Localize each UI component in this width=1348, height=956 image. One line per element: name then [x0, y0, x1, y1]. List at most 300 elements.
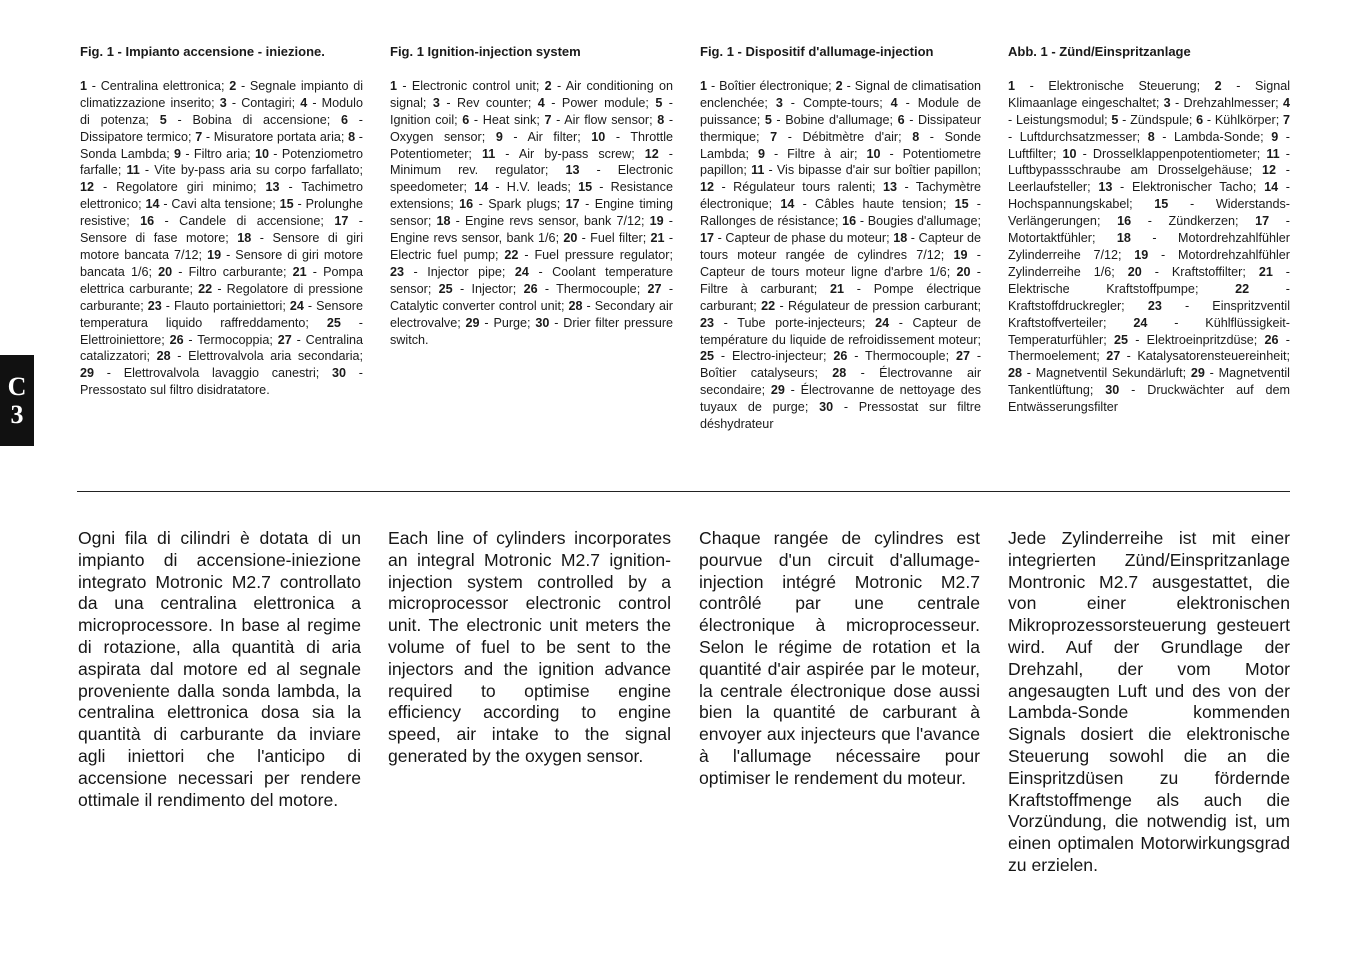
legend-item-text: Sensore di giri motore bancata 1/6: [80, 247, 364, 279]
legend-item-number: 5: [655, 95, 663, 110]
legend-item: 27 - Centralina catalizzatori: [80, 332, 364, 364]
legend-item-number: 4: [1282, 95, 1290, 110]
legend-item-text: Elektrische Kraftstoffpumpe: [1008, 281, 1195, 296]
legend-item-number: 27: [955, 349, 970, 364]
legend-item-text: Dissipateur thermique: [700, 112, 982, 144]
legend-item-number: 10: [1062, 146, 1077, 161]
legend-item: 9 - Air filter: [495, 129, 578, 144]
legend-item-text: Vite by-pass aria su corpo farfallato: [154, 163, 360, 178]
legend-item-text: Einspritzventil Kraftstoffverteiler: [1008, 298, 1290, 330]
legend-item-number: 29: [80, 366, 95, 381]
legend-item-text: Kühlflüssigkeit-Temperaturfühler: [1008, 315, 1290, 347]
legend-item-number: 21: [829, 281, 844, 296]
legend-item-number: 22: [504, 247, 519, 262]
legend-item-number: 23: [1147, 298, 1162, 313]
legend-item: 14 - Cavi alta tensione: [145, 197, 273, 212]
legend-item-text: Widerstands-Verlängerungen: [1008, 197, 1290, 229]
legend-item: 26 - Thermoelement: [1008, 332, 1290, 364]
legend-item: 11 - Vite by-pass aria su corpo farfallato: [126, 163, 360, 178]
legend-item: 12 - Regolatore giri minimo: [80, 180, 254, 195]
legend-item: 1 - Electronic control unit: [390, 78, 536, 93]
legend-item-text: Boîtier catalyseurs: [700, 366, 815, 381]
legend-item-number: 13: [883, 180, 898, 195]
legend-item-text: Elektroeinpritzdüse: [1146, 332, 1254, 347]
legend-item-number: 25: [700, 349, 715, 364]
legend-item: 23 - Injector pipe: [390, 264, 502, 279]
legend-item-text: Motordrehzahlfühler Zylinderreihe 7/12: [1008, 231, 1290, 262]
legend-item: 18 - Capteur de tours moteur rangée de cylindres 7/12: [700, 231, 982, 262]
legend-item-number: 20: [158, 264, 173, 279]
legend-item-text: Sensore di fase motore: [80, 231, 226, 246]
legend-item-text: Regolatore giri minimo: [116, 180, 254, 195]
legend-item: 7 - Débitmètre d'air: [770, 129, 899, 144]
legend-body: 1 - Electronic control unit; 2 - Air conditioning on signal; 3 - Rev counter; 4 - Power module; 5 - Ignition coil; 6 - Heat sink; 7 - Air flow sensor; 8 - Oxygen sensor; 9 - Air filter; 10 - Throttle Potentiometer; 11 - Air by-pass screw; 12 - Minimum rev. regulator; 13 - Electronic speedometer; 14 - H.V. leads; 15 - Resistance extensions; 16 - Spark plugs; 17 - Engine timing sensor; 18 - Engine revs sensor, bank 7/12; 19 - Engine revs sensor, bank 1/6; 20 - Fuel filter; 21 - Electric fuel pump; 22 - Fuel pressure regulator; 23 - Injector pipe; 24 - Coolant temperature sensor; 25 - Injector; 26 - Thermocouple; 27 - Catalytic converter control unit; 28 - Secondary air electrovalve; 29 - Purge; 30 - Drier filter pressure switch.: [390, 78, 674, 347]
legend-item-text: Elektronischer Tacho: [1131, 180, 1253, 195]
legend-item-text: Filtro carburante: [188, 264, 283, 279]
legend-item-number: 23: [147, 298, 162, 313]
legend-item: 9 - Luftfilter: [1008, 129, 1290, 161]
legend-item-number: 7: [544, 112, 552, 127]
legend-item: 16 - Candele di accensione: [140, 214, 321, 229]
legend-item-text: Secondary air electrovalve: [390, 298, 673, 330]
legend-item: 15 - Rallonges de résistance: [700, 197, 982, 229]
legend-item-number: 26: [523, 281, 538, 296]
legend-item-number: 12: [80, 180, 95, 195]
legend-item-number: 18: [1116, 231, 1131, 246]
legend-item-number: 21: [1258, 264, 1273, 279]
legend-item: 21 - Electric fuel pump: [390, 231, 674, 262]
legend-item-number: 6: [1196, 112, 1204, 127]
legend-item-number: 19: [953, 247, 968, 262]
legend-item-number: 6: [341, 112, 349, 127]
legend-item: 12 - Leerlaufsteller: [1008, 163, 1290, 195]
legend-item-text: Segnale impianto di climatizzazione inserito: [80, 78, 364, 110]
legend-item-number: 7: [1283, 112, 1291, 127]
legend-item-text: Capteur de phase du moteur: [725, 231, 887, 246]
legend-item: 17 - Capteur de phase du moteur: [700, 231, 887, 246]
legend-item-number: 19: [649, 214, 664, 229]
legend-item: 27 - Katalysatorensteuereinheit: [1106, 349, 1287, 364]
legend-item: 30 - Drier filter pressure switch.: [390, 315, 674, 347]
legend-item: 8 - Sonde Lambda: [700, 129, 981, 161]
legend-title: Fig. 1 - Impianto accensione - iniezione.: [80, 44, 325, 59]
legend-item-text: Kraftstoffdruckregler: [1008, 298, 1122, 313]
legend-item-number: 7: [195, 129, 203, 144]
legend-item-text: Pompe électrique carburant: [700, 281, 981, 313]
legend-title: Fig. 1 Ignition-injection system: [390, 44, 581, 59]
legend-item-number: 1: [700, 78, 708, 93]
paragraph-french: Chaque rangée de cylindres est pourvue d'un circuit d'allumage-injection intégré Motronic M2.7 contrôlé par une centrale électronique à microprocesseur. Selon le régime de rotation et la quantité d'air aspirée par le moteur, la centrale électronique dose aussi bien la quantité de carburant à envoyer aux injecteurs que l'avance à l'allumage nécessaire pour optimiser le rendement du moteur.: [699, 528, 980, 788]
legend-item-text: Kraftstoffilter: [1171, 264, 1243, 279]
legend-item-text: Regolatore di pressione carburante: [80, 281, 364, 313]
legend-item-number: 2: [544, 78, 552, 93]
legend-item: 22 - Regolatore di pressione carburante: [80, 281, 364, 313]
legend-item-number: 26: [1264, 332, 1279, 347]
legend-item-text: Purge: [493, 315, 528, 330]
legend-item: 3 - Compte-tours: [775, 95, 880, 110]
legend-item-text: Candele di accensione: [179, 214, 321, 229]
legend-item-text: Spark plugs: [488, 197, 557, 212]
legend-item-text: Électrovanne de nettoyage des tuyaux de purge: [700, 383, 982, 415]
legend-item-text: Potenziometro farfalle: [80, 146, 364, 178]
legend-item-number: 19: [1134, 247, 1149, 262]
legend-item: 8 - Lambda-Sonde: [1147, 129, 1261, 144]
legend-item-number: 29: [770, 383, 785, 398]
legend-item: 3 - Contagiri: [219, 95, 292, 110]
legend-item-text: Filtre à air: [787, 146, 855, 161]
legend-item: 2 - Air conditioning on signal: [390, 78, 674, 110]
legend-item-number: 2: [229, 78, 237, 93]
legend-title: Abb. 1 - Zünd/Einspritzanlage: [1008, 44, 1191, 59]
legend-item-text: Leistungsmodul: [1015, 112, 1105, 127]
legend-item: 21 - Elektrische Kraftstoffpumpe: [1008, 264, 1290, 296]
legend-item: 30 - Pressostat sur filtre déshydrateur: [700, 400, 982, 432]
legend-item: 13 - Elektronischer Tacho: [1098, 180, 1253, 195]
legend-item-text: Resistance extensions: [390, 180, 673, 212]
legend-item: 29 - Magnetventil Tankentlüftung: [1008, 366, 1290, 398]
legend-item: 14 - H.V. leads: [474, 180, 568, 195]
legend-item-number: 11: [1266, 146, 1280, 161]
legend-item: 16 - Spark plugs: [459, 197, 557, 212]
legend-item-text: Air conditioning on signal: [390, 78, 674, 110]
legend-item-number: 16: [842, 214, 857, 229]
legend-item-text: Lambda-Sonde: [1174, 129, 1261, 144]
legend-item-number: 6: [897, 112, 905, 127]
legend-item-number: 22: [761, 298, 776, 313]
legend-item: 1 - Boîtier électronique: [700, 78, 829, 93]
legend-item: 27 - Boîtier catalyseurs: [700, 349, 982, 381]
legend-item-number: 14: [780, 197, 795, 212]
legend-item-number: 27: [277, 332, 292, 347]
legend-item-text: Bobine d'allumage: [785, 112, 890, 127]
legend-item: 9 - Filtro aria: [174, 146, 248, 161]
legend-item-text: Injector pipe: [427, 264, 502, 279]
legend-item: 13 - Electronic speedometer: [390, 163, 673, 195]
legend-item: 25 - Injector: [438, 281, 513, 296]
legend-french: [700, 44, 981, 433]
legend-item-number: 27: [647, 281, 662, 296]
legend-item-number: 9: [1271, 129, 1279, 144]
legend-item-number: 24: [289, 298, 304, 313]
legend-item-text: Leerlaufsteller: [1008, 180, 1088, 195]
legend-item-text: Drier filter pressure switch.: [390, 315, 674, 347]
legend-item: 28 - Magnetventil Sekundärluft: [1008, 366, 1183, 381]
legend-item-number: 23: [390, 264, 405, 279]
legend-item-text: Fuel filter: [590, 231, 643, 246]
legend-item-text: Termocoppia: [197, 332, 270, 347]
legend-item-text: Capteur de tours moteur ligne d'arbre 1/6: [700, 264, 947, 279]
legend-item-text: Electric fuel pump: [390, 247, 495, 262]
paragraph-english: Each line of cylinders incorporates an integral Motronic M2.7 ignition-injection system controlled by a microprocessor electronic control unit. The electronic unit meters the volume of fuel to be sent to the injectors and the ignition advance required to optimise engine efficiency according to engine speed, air intake to the signal generated by the oxygen sensor.: [388, 528, 671, 766]
legend-item-number: 28: [1008, 366, 1023, 381]
legend-item: 25 - Elettroiniettore: [80, 315, 363, 347]
legend-item-text: Luftdurchsatzmesser: [1019, 129, 1137, 144]
legend-item-number: 3: [775, 95, 783, 110]
legend-item-text: Rallonges de résistance: [700, 214, 835, 229]
legend-item-text: Elektronische Steuerung: [1048, 78, 1197, 93]
legend-item-text: Fuel pressure regulator: [534, 247, 670, 262]
legend-item-number: 8: [348, 129, 356, 144]
legend-item-number: 15: [1154, 197, 1169, 212]
legend-item: 5 - Ignition coil: [390, 95, 673, 127]
legend-title: Fig. 1 - Dispositif d'allumage-injection: [700, 44, 934, 59]
legend-item-number: 29: [1190, 366, 1205, 381]
paragraph-italian: Ogni fila di cilindri è dotata di un impianto di accensione-iniezione integrato Motronic M2.7 controllato da una centralina elettronica a microprocessore. In base al regime di rotazione, alla quantità di aria aspirata dal motore ed al segnale proveniente dalla sonda lambda, la centralina elettronica dosa sia la quantità di carburante da inviare agli iniettori che l'anticipo di accensione necessari per rendere ottimale il rendimento del motore.: [78, 528, 361, 810]
legend-item: 26 - Thermocouple: [833, 349, 946, 364]
legend-item: 19 - Capteur de tours moteur ligne d'arbre 1/6: [700, 247, 981, 279]
legend-item-number: 22: [1235, 281, 1250, 296]
legend-item: 7 - Air flow sensor: [544, 112, 650, 127]
legend-item-text: Luftbypassschraube am Drosselgehäuse: [1008, 163, 1249, 178]
legend-item: 5 - Bobine d'allumage: [764, 112, 890, 127]
legend-item-number: 11: [481, 146, 496, 161]
legend-item-number: 10: [866, 146, 881, 161]
legend-item: 22 - Fuel pressure regulator: [504, 247, 670, 262]
legend-item-text: Sonda Lambda: [80, 146, 167, 161]
legend-item: 6 - Heat sink: [462, 112, 537, 127]
legend-item-number: 12: [700, 180, 715, 195]
legend-item: 4 - Modulo di potenza: [80, 95, 363, 127]
legend-item-text: Injector: [471, 281, 513, 296]
legend-item-text: Pressostat sur filtre déshydrateur: [700, 400, 982, 432]
legend-item: 3 - Drehzahlmesser: [1163, 95, 1276, 110]
legend-item-text: Electronic speedometer: [390, 163, 673, 195]
legend-item: 13 - Tachymètre électronique: [700, 180, 982, 212]
legend-item-number: 24: [875, 315, 890, 330]
legend-item-text: Electro-injecteur: [731, 349, 823, 364]
legend-item-text: Filtre à carburant: [700, 281, 814, 296]
legend-item: 24 - Kühlflüssigkeit-Temperaturfühler: [1008, 315, 1290, 347]
legend-item: 11 - Vis bipasse d'air sur boîtier papillon: [751, 163, 978, 178]
legend-item: 24 - Sensore temperatura liquido raffreddamento: [80, 298, 363, 330]
legend-item-number: 27: [1106, 349, 1121, 364]
legend-item-text: Zündspule: [1130, 112, 1189, 127]
legend-item-text: Kühlkörper: [1214, 112, 1276, 127]
legend-item-number: 8: [657, 112, 665, 127]
legend-item: 4 - Power module: [537, 95, 646, 110]
legend-item: 23 - Flauto portainiettori: [147, 298, 283, 313]
legend-item-text: Luftfilter: [1008, 146, 1053, 161]
legend-item-number: 17: [1255, 214, 1270, 229]
legend-item-number: 9: [174, 146, 182, 161]
legend-item: 17 - Sensore di fase motore: [80, 214, 363, 246]
legend-item-number: 15: [954, 197, 969, 212]
legend-item-number: 8: [1147, 129, 1155, 144]
legend-item-text: Bougies d'allumage: [867, 214, 978, 229]
legend-item-number: 17: [700, 231, 715, 246]
legend-item-number: 9: [495, 129, 503, 144]
legend-item-text: Air by-pass screw: [518, 146, 632, 161]
legend-italian: [80, 44, 363, 399]
legend-item-text: Engine revs sensor, bank 1/6: [390, 231, 556, 246]
legend-item-number: 5: [159, 112, 167, 127]
legend-item: 10 - Drosselklappenpotentiometer: [1062, 146, 1257, 161]
legend-item-number: 25: [438, 281, 453, 296]
legend-item-text: Engine revs sensor, bank 7/12: [464, 214, 641, 229]
legend-item-number: 1: [390, 78, 398, 93]
legend-item-text: Tachimetro elettronico: [80, 180, 363, 212]
legend-item-text: Air flow sensor: [564, 112, 650, 127]
legend-item-number: 28: [568, 298, 583, 313]
legend-item: 16 - Bougies d'allumage: [842, 214, 978, 229]
legend-item-text: Druckwächter auf dem Entwässerungsfilter: [1008, 383, 1290, 415]
legend-item-number: 4: [300, 95, 308, 110]
legend-item-text: Zündkerzen: [1168, 214, 1236, 229]
legend-item-text: Capteur de température du liquide de refroidissement moteur: [700, 315, 981, 347]
legend-item: 22 - Kraftstoffdruckregler: [1008, 281, 1290, 313]
legend-item-number: 20: [563, 231, 578, 246]
legend-item-number: 13: [265, 180, 280, 195]
legend-item: 10 - Throttle Potentiometer: [390, 129, 674, 161]
legend-item: 7 - Luftdurchsatzmesser: [1008, 112, 1291, 144]
legend-item: 6 - Dissipatore termico: [80, 112, 363, 144]
legend-item-text: Signal Klimaanlage eingeschaltet: [1008, 78, 1291, 110]
legend-item-text: Centralina catalizzatori: [80, 332, 364, 364]
legend-item: 21 - Pompe électrique carburant: [700, 281, 981, 313]
legend-item-number: 1: [1008, 78, 1016, 93]
legend-item: 18 - Engine revs sensor, bank 7/12: [436, 214, 641, 229]
legend-item: 1 - Elektronische Steuerung: [1008, 78, 1197, 93]
legend-item-number: 2: [835, 78, 843, 93]
legend-item-number: 14: [1264, 180, 1279, 195]
legend-item-text: Elettrovalvola lavaggio canestri: [123, 366, 316, 381]
legend-item: 10 - Potentiometre papillon: [700, 146, 982, 178]
legend-item-text: Câbles haute tension: [815, 197, 943, 212]
legend-item-number: 13: [1098, 180, 1113, 195]
legend-item: 3 - Rev counter: [432, 95, 528, 110]
legend-item: 24 - Capteur de température du liquide de refroidissement moteur: [700, 315, 981, 347]
legend-item: 27 - Catalytic converter control unit: [390, 281, 674, 313]
legend-item-text: H.V. leads: [506, 180, 568, 195]
legend-item-text: Sonde Lambda: [700, 129, 981, 161]
legend-item-number: 17: [334, 214, 349, 229]
legend-item: 19 - Engine revs sensor, bank 1/6: [390, 214, 673, 246]
legend-item: 4 - Module de puissance: [700, 95, 981, 127]
legend-item-number: 21: [650, 231, 665, 246]
legend-item: 18 - Sensore di giri motore bancata 7/12: [80, 231, 363, 262]
legend-item: 15 - Widerstands-Verlängerungen: [1008, 197, 1290, 229]
legend-item-text: Tube porte-injecteurs: [737, 315, 862, 330]
legend-item-number: 15: [578, 180, 593, 195]
legend-item-text: Modulo di potenza: [80, 95, 363, 127]
legend-item-number: 10: [254, 146, 269, 161]
legend-item-number: 13: [565, 163, 580, 178]
legend-item-number: 29: [465, 315, 480, 330]
legend-item-number: 20: [956, 264, 971, 279]
legend-item-text: Motordrehzahlfühler Zylinderreihe 1/6: [1008, 247, 1290, 279]
legend-item: 10 - Potenziometro farfalle: [80, 146, 364, 178]
section-tab-number: 3: [10, 399, 24, 429]
legend-body: 1 - Elektronische Steuerung; 2 - Signal Klimaanlage eingeschaltet; 3 - Drehzahlmesser; 4 - Leistungsmodul; 5 - Zündspule; 6 - Kühlkörper; 7 - Luftdurchsatzmesser; 8 - Lambda-Sonde; 9 - Luftfilter; 10 - Drosselklappenpotentiometer; 11 - Luftbypassschraube am Drosselgehäuse; 12 - Leerlaufsteller; 13 - Elektronischer Tacho; 14 - Hochspannungskabel; 15 - Widerstands-Verlängerungen; 16 - Zündkerzen; 17 - Motortaktfühler; 18 - Motordrehzahlfühler Zylinderreihe 7/12; 19 - Motordrehzahlfühler Zylinderreihe 1/6; 20 - Kraftstoffilter; 21 - Elektrische Kraftstoffpumpe; 22 - Kraftstoffdruckregler; 23 - Einspritzventil Kraftstoffverteiler; 24 - Kühlflüssigkeit-Temperaturfühler; 25 - Elektroeinpritzdüse; 26 - Thermoelement; 27 - Katalysatorensteuereinheit; 28 - Magnetventil Sekundärluft; 29 - Magnetventil Tankentlüftung; 30 - Druckwächter auf dem Entwässerungsfilter: [1008, 78, 1291, 415]
legend-item: 30 - Druckwächter auf dem Entwässerungsfilter: [1008, 383, 1290, 415]
legend-item-number: 18: [237, 231, 252, 246]
paragraph-german: Jede Zylinderreihe ist mit einer integrierten Zünd/Einspritzanlage Montronic M2.7 ausgestattet, die von einer elektronischen Mikroprozessorsteuerung gesteuert wird. Auf der Grundlage der Drehzahl, der vom Motor angesaugten Luft und des von der Lambda-Sonde kommenden Signals dosiert die elektronische Steuerung sowohl die an die Einspritzdüsen zu fördernde Kraftstoffmenge als auch die Vorzündung, die notwendig ist, um einen optimalen Motorwirkungsgrad zu erzielen.: [1008, 528, 1290, 875]
legend-item-text: Capteur de tours moteur rangée de cylindres 7/12: [700, 231, 982, 262]
legend-item-text: Pressostato sul filtro disidratatore.: [80, 383, 270, 398]
legend-item-number: 12: [1262, 163, 1277, 178]
legend-item: 29 - Électrovanne de nettoyage des tuyaux de purge: [700, 383, 982, 415]
legend-item-text: Contagiri: [241, 95, 292, 110]
legend-item: 11 - Luftbypassschraube am Drosselgehäuse: [1008, 146, 1290, 178]
legend-item: 20 - Fuel filter: [563, 231, 643, 246]
legend-item: 14 - Câbles haute tension: [780, 197, 943, 212]
legend-item-number: 22: [198, 281, 213, 296]
legend-item-text: Air filter: [527, 129, 578, 144]
legend-item-text: Motortaktfühler: [1008, 231, 1092, 246]
legend-item-number: 15: [279, 197, 294, 212]
legend-english: [390, 44, 673, 348]
legend-item: 13 - Tachimetro elettronico: [80, 180, 363, 212]
legend-item-number: 12: [644, 146, 659, 161]
legend-item: 1 - Centralina elettronica: [80, 78, 221, 93]
legend-item-number: 30: [535, 315, 550, 330]
legend-item-number: 18: [893, 231, 908, 246]
legend-item-text: Régulateur de pression carburant: [788, 298, 978, 313]
legend-item-number: 26: [833, 349, 848, 364]
legend-item-text: Hochspannungskabel: [1008, 197, 1130, 212]
legend-item-text: Prolunghe resistive: [80, 197, 363, 229]
legend-item: 9 - Filtre à air: [757, 146, 855, 161]
legend-item-text: Ignition coil: [390, 112, 455, 127]
legend-item-text: Catalytic converter control unit: [390, 298, 561, 313]
legend-item-text: Vis bipasse d'air sur boîtier papillon: [776, 163, 978, 178]
legend-item-number: 25: [326, 315, 341, 330]
legend-item-text: Heat sink: [482, 112, 537, 127]
legend-item-text: Filtro aria: [193, 146, 248, 161]
legend-item-text: Pompa elettrica carburante: [80, 264, 363, 296]
legend-item-number: 28: [832, 366, 847, 381]
legend-item-text: Signal de climatisation enclenchée: [700, 78, 982, 110]
legend-item: 2 - Signal Klimaanlage eingeschaltet: [1008, 78, 1291, 110]
legend-item-number: 30: [1105, 383, 1120, 398]
legend-item-number: 16: [1117, 214, 1132, 229]
legend-item: 26 - Termocoppia: [169, 332, 270, 347]
legend-item-number: 19: [207, 247, 222, 262]
legend-item-number: 30: [332, 366, 347, 381]
legend-item-text: Drehzahlmesser: [1183, 95, 1276, 110]
legend-item: 28 - Électrovanne air secondaire: [700, 366, 982, 398]
legend-item-text: Rev counter: [456, 95, 528, 110]
legend-item-number: 16: [140, 214, 155, 229]
legend-item-text: Elettroiniettore: [80, 332, 162, 347]
legend-item-text: Electronic control unit: [411, 78, 536, 93]
legend-german: [1008, 44, 1290, 416]
legend-item-number: 30: [819, 400, 834, 415]
legend-item-text: Thermoelement: [1008, 349, 1097, 364]
legend-item-text: Thermocouple: [556, 281, 637, 296]
legend-item: 20 - Filtro carburante: [158, 264, 283, 279]
legend-item: 17 - Motortaktfühler: [1008, 214, 1290, 246]
legend-item: 24 - Coolant temperature sensor: [390, 264, 673, 296]
legend-item: 23 - Einspritzventil Kraftstoffverteiler: [1008, 298, 1290, 330]
legend-item-text: Minimum rev. regulator: [390, 163, 545, 178]
legend-item: 29 - Purge: [465, 315, 528, 330]
legend-item-number: 5: [1111, 112, 1119, 127]
legend-item-text: Sensore temperatura liquido raffreddamento: [80, 298, 363, 330]
legend-item-text: Drosselklappenpotentiometer: [1092, 146, 1257, 161]
legend-item: 30 - Pressostato sul filtro disidratatore.: [80, 366, 363, 398]
legend-item-text: Magnetventil Tankentlüftung: [1008, 366, 1290, 398]
legend-item-number: 28: [156, 349, 171, 364]
legend-item: 19 - Sensore di giri motore bancata 1/6: [80, 247, 364, 279]
legend-item: 5 - Zündspule: [1111, 112, 1189, 127]
legend-item-text: Misuratore portata aria: [213, 129, 341, 144]
legend-item-number: 11: [126, 163, 140, 178]
section-divider: [77, 491, 1290, 492]
section-tab: [0, 355, 34, 446]
legend-item-number: 3: [432, 95, 440, 110]
legend-item-text: Bobina di accensione: [192, 112, 327, 127]
